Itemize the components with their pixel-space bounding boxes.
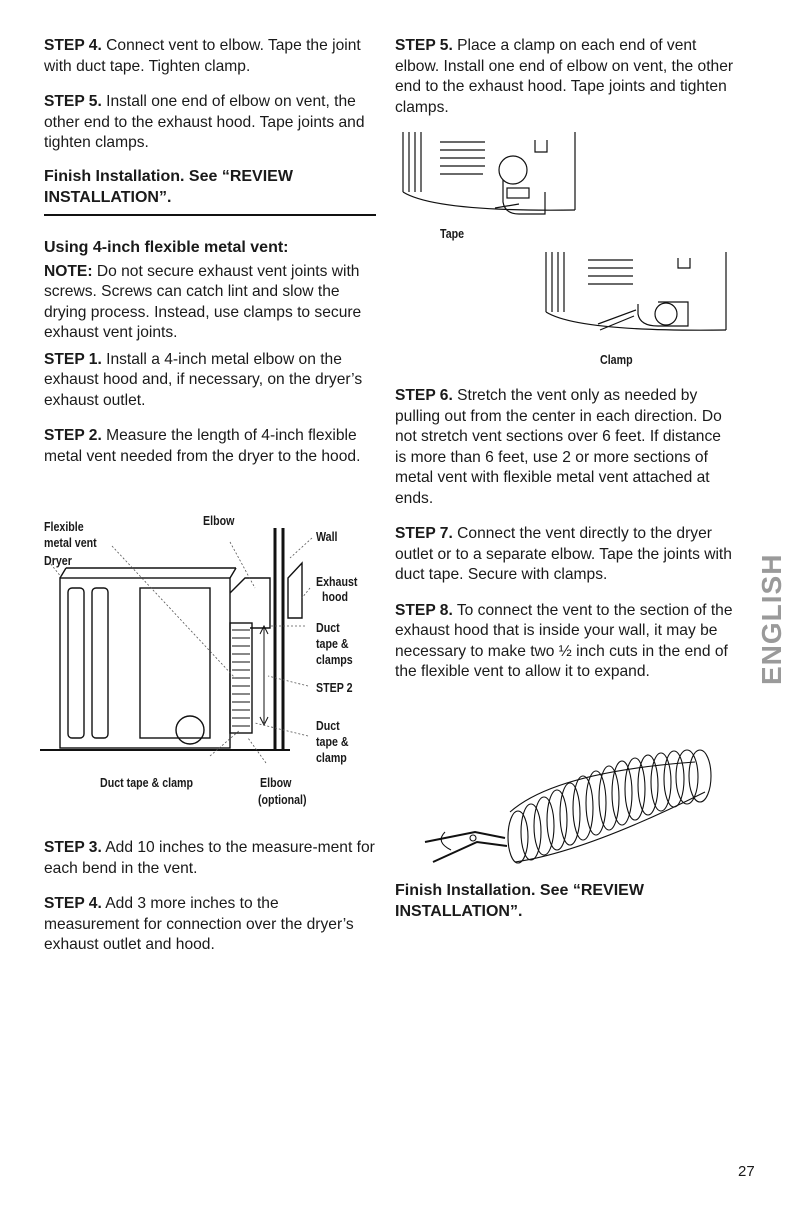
label-duct: Duct <box>316 620 340 635</box>
label-tape-and: tape & <box>316 636 349 651</box>
label-clamp: clamp <box>316 750 347 765</box>
label-elbow-top: Elbow <box>203 513 235 528</box>
dryer-body <box>60 578 230 748</box>
language-side-tab <box>755 505 789 690</box>
left-column <box>44 36 376 467</box>
clamp-elbow-illustration <box>538 252 728 342</box>
label-duct-tape-clamp: Duct tape & clamp <box>100 775 194 790</box>
finish-installation-b: Finish Installation. See “REVIEW INSTALLATION”. <box>395 882 644 920</box>
left-column-lower <box>44 838 376 956</box>
label-metal-vent: metal vent <box>44 535 97 550</box>
step3: STEP 3. Add 10 inches to the measure-ment for each bend in the vent. <box>44 839 375 877</box>
label-clamps: clamps <box>316 652 353 667</box>
label-elbow-bottom: Elbow <box>260 775 292 790</box>
note: NOTE: Do not secure exhaust vent joints with screws. Screws can catch lint and slow the drying process. Instead, use clamps to secure exhaust vent joints. <box>44 262 362 341</box>
step8: STEP 8. To connect the vent to the section of the exhaust hood that is inside your wall, it may be necessary to make two ½ inch cuts in the end of the flexible vent to allow it to expand. <box>395 601 733 680</box>
step1: STEP 1. Install a 4-inch metal elbow on the exhaust hood and, if necessary, on the dryer’s exhaust outlet. <box>44 350 363 409</box>
caption-clamp: Clamp <box>600 352 633 367</box>
label-step2: STEP 2 <box>316 680 353 695</box>
side-tab-graphic <box>755 505 789 690</box>
step7: STEP 7. Connect the vent directly to the dryer outlet or to a separate elbow. Tape the joints with duct tape. Secure with clamps. <box>395 525 732 583</box>
tape-elbow-illustration <box>395 132 585 222</box>
step5b: STEP 5. Place a clamp on each end of vent elbow. Install one end of elbow on vent, the other end to the exhaust hood. Tape joints and tighten clamps. <box>395 37 734 116</box>
label-hood: hood <box>322 589 349 604</box>
label-duct-2: Duct <box>316 718 340 733</box>
label-optional: (optional) <box>258 792 307 807</box>
step6: STEP 6. Stretch the vent only as needed by pulling out from the center in each direction. Do not stretch vent sections over 6 feet. If distance is more than 6 feet, use 2 or more sections of metal vent with flexible metal vent attached at ends. <box>395 387 722 507</box>
section-divider <box>44 214 376 216</box>
section-heading: Using 4-inch flexible metal vent: <box>44 238 289 256</box>
step5a: STEP 5. Install one end of elbow on vent, the other end to the exhaust hood. Tape joints and tighten clamps. <box>44 93 365 151</box>
label-flexible: Flexible <box>44 519 84 534</box>
label-exhaust: Exhaust <box>316 574 358 589</box>
label-dryer: Dryer <box>44 553 72 568</box>
exhaust-hood <box>288 563 302 618</box>
finish-installation-a: Finish Installation. See “REVIEW INSTALLATION”. <box>44 167 293 206</box>
side-tab-label: ENGLISH <box>756 553 787 685</box>
right-column-lower <box>395 386 735 683</box>
caption-tape: Tape <box>440 226 465 241</box>
flexible-vent-cutting-illustration <box>415 742 715 882</box>
step4a: STEP 4. Connect vent to elbow. Tape the joint with duct tape. Tighten clamp. <box>44 37 361 75</box>
dryer-foot-icon <box>176 716 204 744</box>
page-number: 27 <box>738 1163 755 1180</box>
label-wall: Wall <box>316 529 338 544</box>
right-column <box>395 36 735 118</box>
step2: STEP 2. Measure the length of 4-inch flexible metal vent needed from the dryer to the hood. <box>44 427 361 465</box>
label-tape-and-2: tape & <box>316 734 349 749</box>
step4b: STEP 4. Add 3 more inches to the measurement for connection over the dryer’s exhaust outlet and hood. <box>44 895 354 953</box>
